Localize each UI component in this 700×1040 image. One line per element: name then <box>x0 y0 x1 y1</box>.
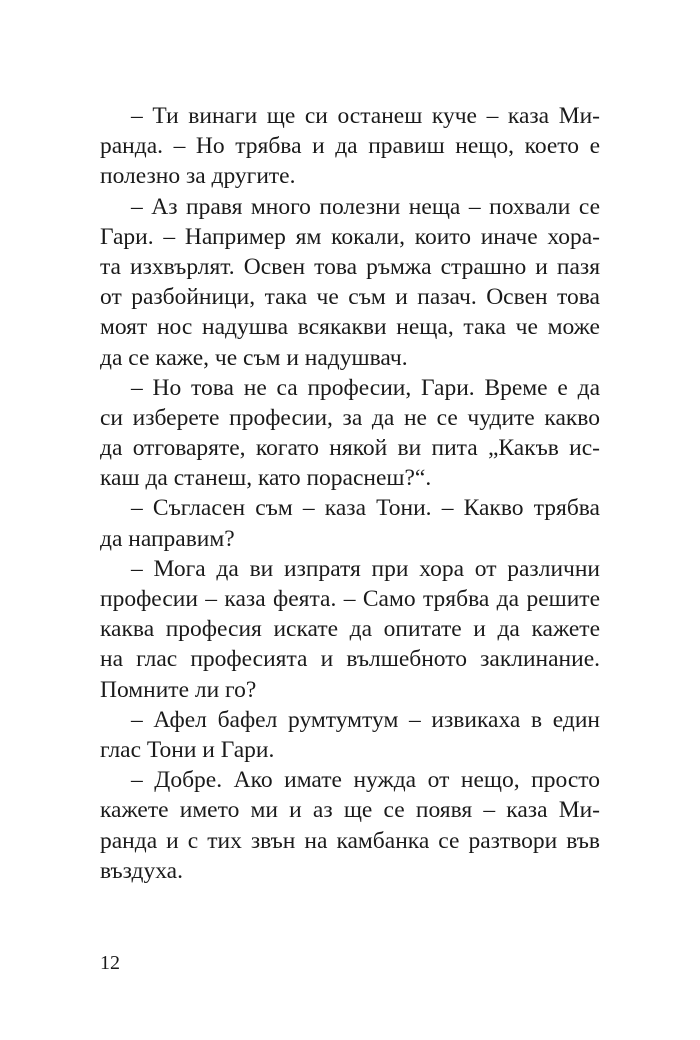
text-line: каш да станеш, като пораснеш?“. <box>100 465 432 492</box>
text-line: да отговаряте, когато някой ви пита „Какъв ис- <box>100 435 600 462</box>
text-line: ранда и с тих звън на камбанка се разтвори във <box>100 827 600 854</box>
page-number: 12 <box>100 952 120 974</box>
text-line: на глас професията и вълшебното заклинание. <box>100 646 600 673</box>
text-line: – Афел бафел румтумтум – извикаха в един <box>131 706 600 733</box>
text-line: полезно за другите. <box>100 163 296 190</box>
text-line: – Добре. Ако имате нужда от нещо, просто <box>131 767 600 794</box>
text-line: та изхвърлят. Освен това ръмжа страшно и пазя <box>100 253 600 280</box>
text-line: въздуха. <box>100 857 183 884</box>
text-line: си изберете професии, за да не се чудите какво <box>100 404 600 431</box>
body-text <box>100 101 600 886</box>
text-line: – Мога да ви изпратя при хора от различни <box>131 555 600 582</box>
text-line: професии – каза феята. – Само трябва да решите <box>100 586 600 612</box>
text-line: моят нос надушва всякакви неща, така че може <box>100 314 600 341</box>
text-line: – Аз правя много полезни неща – похвали се <box>131 193 600 220</box>
text-line: глас Тони и Гари. <box>100 736 275 763</box>
text-line: ранда. – Но трябва и да правиш нещо, което е <box>100 133 600 160</box>
text-line: – Съгласен съм – каза Тони. – Какво трябва <box>131 495 600 522</box>
text-line: кажете името ми и аз ще се появя – каза Ми- <box>100 797 600 824</box>
text-line: Помните ли го? <box>100 676 257 703</box>
text-line: да направим? <box>100 525 235 552</box>
text-line: каква професия искате да опитате и да кажете <box>100 616 600 643</box>
text-line: от разбойници, така че съм и пазач. Освен това <box>100 284 600 311</box>
text-line: да се каже, че съм и надушвач. <box>100 344 408 371</box>
text-line: Гари. – Например ям кокали, които иначе хора- <box>100 223 600 250</box>
text-line: – Но това не са професии, Гари. Време е да <box>131 374 600 401</box>
text-line: – Ти винаги ще си останеш куче – каза Ми- <box>131 103 600 129</box>
